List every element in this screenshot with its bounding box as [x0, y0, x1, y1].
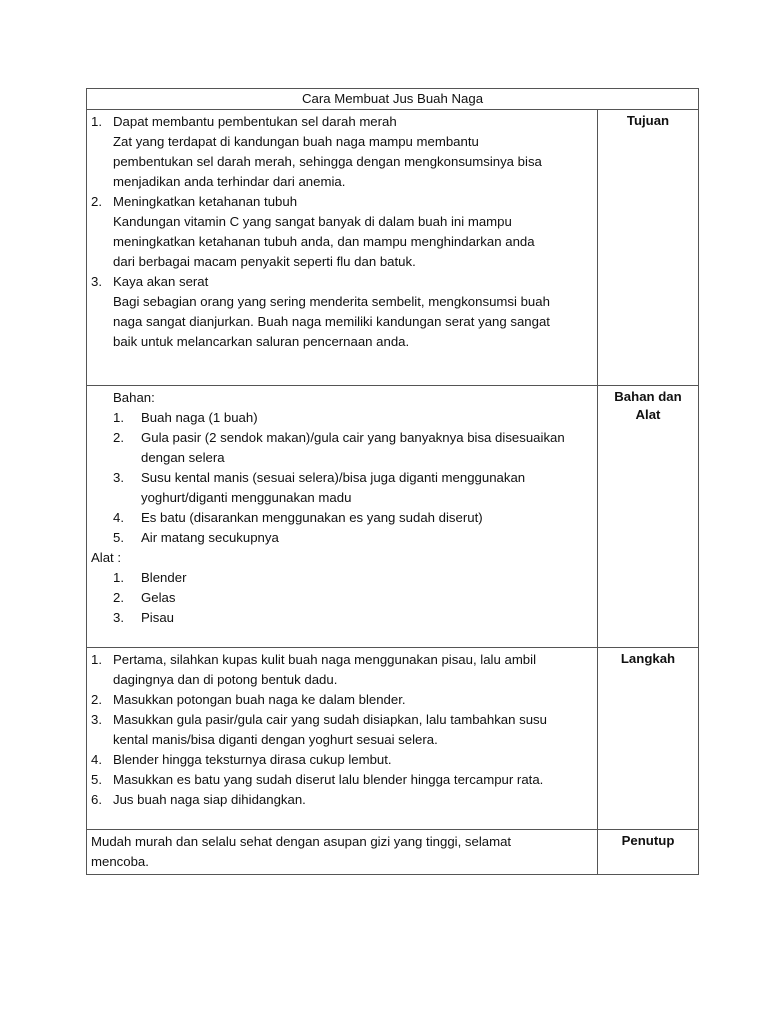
langkah-content: 1. Pertama, silahkan kupas kulit buah naga menggunakan pisau, lalu ambil dagingnya dan di potong bentuk dadu. 2. Masukkan potongan buah naga ke dalam blender. 3. Masukkan gula pasir/gula cair yang sudah disiapkan, lalu tambahkan susu kental manis/bisa diganti dengan yoghurt sesuai selera. 4. Blender hingga teksturnya dirasa cukup lembut. 5. Masukkan es batu yang sudah diserut lalu blender hingga tercampur rata. 6. Jus buah naga siap dihidangkan.	[87, 648, 598, 829]
list-item: 3. Kaya akan serat	[91, 274, 209, 289]
list-item: 3. Susu kental manis (sesuai selera)/bisa juga diganti menggunakan	[113, 470, 526, 485]
label-langkah: Langkah	[620, 651, 676, 666]
list-item: 1. Blender	[113, 570, 187, 585]
list-item: 1. Pertama, silahkan kupas kulit buah naga menggunakan pisau, lalu ambil	[91, 652, 536, 667]
row-penutup	[87, 830, 698, 874]
label-penutup: Penutup	[621, 833, 675, 848]
list-item: 2. Gelas	[113, 590, 176, 605]
list-item: 3. Pisau	[113, 610, 174, 625]
row-langkah	[87, 648, 698, 830]
alat-heading: Alat :	[91, 550, 122, 565]
list-item: 1. Dapat membantu pembentukan sel darah merah	[91, 114, 397, 129]
label-bahan-alat: Bahan dan Alat	[614, 389, 682, 422]
list-item: 3. Masukkan gula pasir/gula cair yang sudah disiapkan, lalu tambahkan susu	[91, 712, 547, 727]
row-tujuan	[87, 110, 698, 386]
list-item: 5. Air matang secukupnya	[113, 530, 279, 545]
list-item: 5. Masukkan es batu yang sudah diserut lalu blender hingga tercampur rata.	[91, 772, 544, 787]
list-item: 6. Jus buah naga siap dihidangkan.	[91, 792, 306, 807]
row-bahan-alat	[87, 386, 698, 648]
list-item: 2. Gula pasir (2 sendok makan)/gula cair yang banyaknya bisa disesuaikan	[113, 430, 565, 445]
list-item: 4. Es batu (disarankan menggunakan es yang sudah diserut)	[113, 510, 483, 525]
document-title: Cara Membuat Jus Buah Naga	[87, 89, 698, 110]
list-item: 4. Blender hingga teksturnya dirasa cukup lembut.	[91, 752, 392, 767]
bahan-heading: Bahan:	[113, 390, 155, 405]
label-tujuan: Tujuan	[626, 113, 670, 128]
document-table	[86, 88, 699, 875]
tujuan-content: 1. Dapat membantu pembentukan sel darah merah Zat yang terdapat di kandungan buah naga mampu membantu pembentukan sel darah merah, sehingga dengan mengkonsumsinya bisa menjadikan anda terhindar dari anemia. 2. Meningkatkan ketahanan tubuh Kandungan vitamin C yang sangat banyak di dalam buah ini mampu meningkatkan ketahanan tubuh anda, dan mampu menghindarkan anda dari berbagai macam penyakit seperti flu dan batuk. 3. Kaya akan serat Bagi sebagian orang yang sering menderita sembelit, mengkonsumsi buah naga sangat dianjurkan. Buah naga memiliki kandungan serat yang sangat baik untuk melancarkan saluran pencernaan anda.	[87, 110, 598, 385]
bahan-content: Bahan: 1. Buah naga (1 buah) 2. Gula pasir (2 sendok makan)/gula cair yang banyaknya bisa disesuaikan dengan selera 3. Susu kental manis (sesuai selera)/bisa juga diganti menggunakan yoghurt/diganti menggunakan madu 4. Es batu (disarankan menggunakan es yang sudah diserut) 5. Air matang secukupnya Alat : 1. Blender 2. Gelas 3. Pisau	[87, 386, 598, 647]
list-item: 2. Masukkan potongan buah naga ke dalam blender.	[91, 692, 406, 707]
list-item: 1. Buah naga (1 buah)	[113, 410, 258, 425]
penutup-content: Mudah murah dan selalu sehat dengan asupan gizi yang tinggi, selamat mencoba.	[87, 830, 598, 874]
list-item: 2. Meningkatkan ketahanan tubuh	[91, 194, 298, 209]
